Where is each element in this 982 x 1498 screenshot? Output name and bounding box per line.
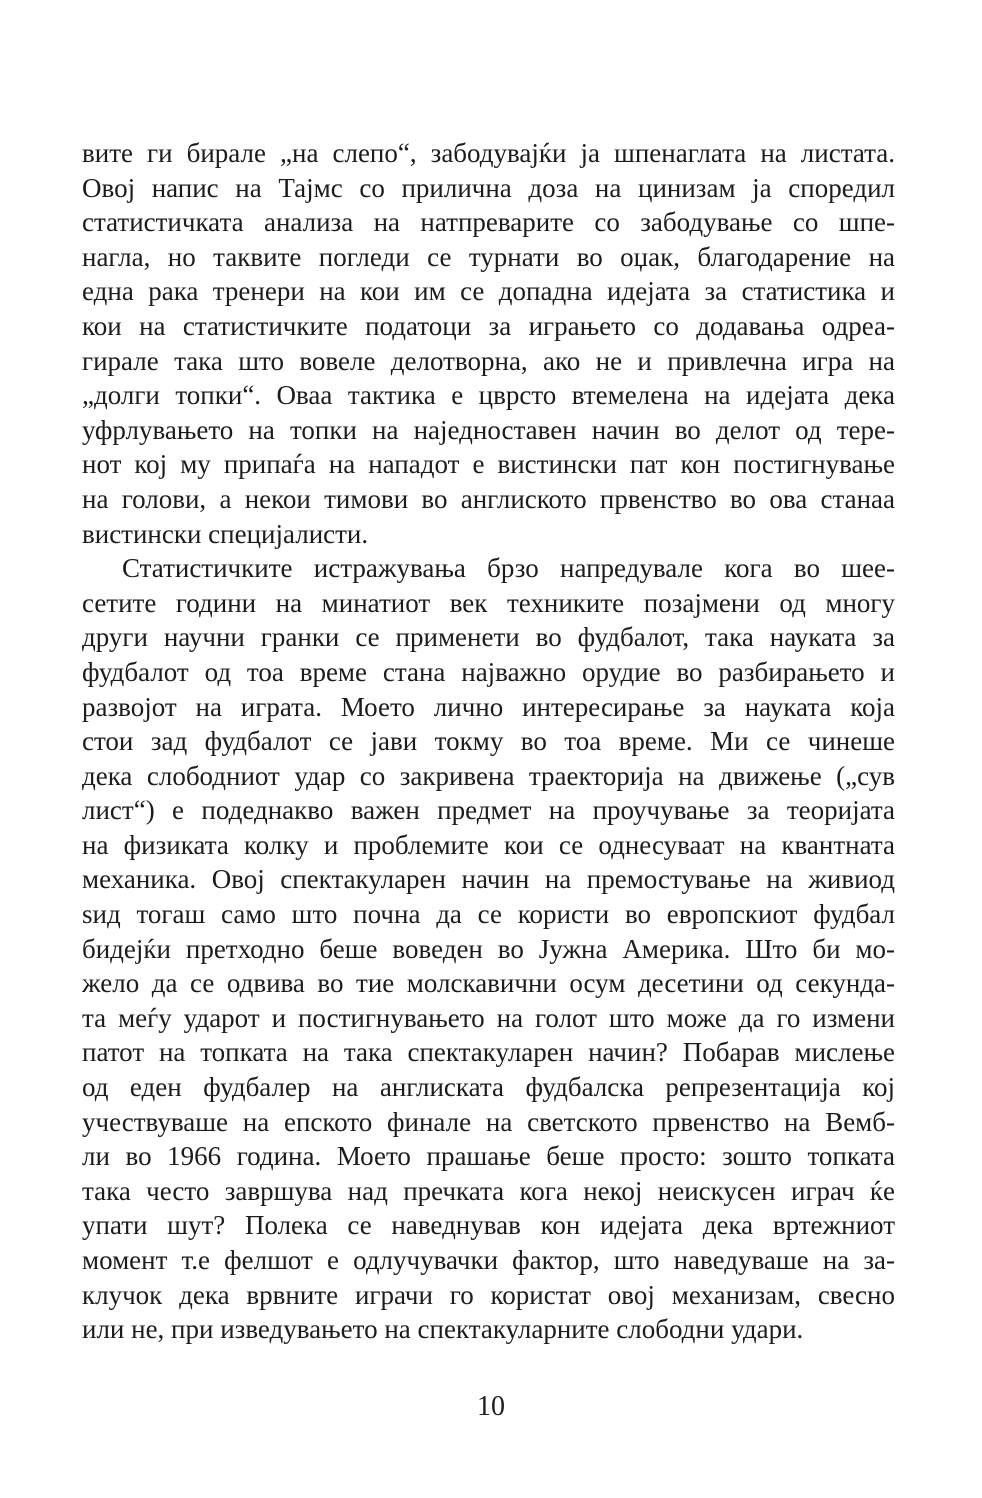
text-line: развојот на играта. Моето лично интересирање за науката која	[82, 691, 895, 722]
text-line: ѕид тогаш само што почна да се користи во европскиот фудбал	[82, 899, 895, 930]
text-line: или не, при изведувањето на спектакуларните слободни удари.	[82, 1314, 804, 1345]
text-line: гирале така што вовеле делотворна, ако не и привлечна игра на	[82, 345, 895, 376]
text-line: вистински специјалисти.	[82, 518, 369, 549]
text-line: сетите години на минатиот век техниките позајмени од многу	[82, 587, 895, 618]
text-line: „долги топки“. Оваа тактика е цврсто втемелена на идејата дека	[82, 380, 895, 411]
paragraph	[82, 136, 895, 551]
text-line: кои на статистичките податоци за играњето со додавања одреа-	[82, 310, 895, 341]
text-line: Овој напис на Тајмс со прилична доза на цинизам ја споредил	[82, 172, 895, 203]
text-line: бидејќи претходно беше воведен во Јужна Америка. Што би мо-	[82, 933, 895, 964]
text-line: клучок дека врвните играчи го користат овој механизам, свесно	[82, 1279, 895, 1310]
text-line: упати шут? Полека се наведнував кон идејата дека вртежниот	[82, 1210, 895, 1241]
text-line: така често завршува над пречката кога некој неискусен играч ќе	[82, 1175, 895, 1206]
text-line: фудбалот од тоа време стана најважно орудие во разбирањето и	[82, 656, 895, 687]
text-line: на голови, а некои тимови во англиското првенство во ова станаа	[82, 483, 895, 514]
text-line: една рака тренери на кои им се допадна идејата за статистика и	[82, 276, 895, 307]
text-line: патот на топката на така спектакуларен начин? Побарав мислење	[82, 1037, 895, 1068]
text-line: та меѓу ударот и постигнувањето на голот што може да го измени	[82, 1002, 895, 1033]
text-line: лист“) е подеднакво важен предмет на проучување за теоријата	[82, 795, 895, 826]
text-line: други научни гранки се применети во фудбалот, така науката за	[82, 622, 895, 653]
text-line: учествуваше на епското финале на светското првенство на Вемб-	[82, 1106, 895, 1137]
paragraph	[82, 551, 895, 1347]
page-number: 10	[477, 1391, 505, 1422]
text-line: статистичката анализа на натпреварите со забодување со шпе-	[82, 207, 895, 238]
text-line: стои зад фудбалот се јави токму во тоа време. Ми се чинеше	[82, 726, 895, 757]
text-line: уфрлувањето на топки на наједноставен начин во делот од тере-	[82, 414, 895, 445]
text-line: нагла, но таквите погледи се турнати во оџак, благодарение на	[82, 241, 895, 272]
text-line: на физиката колку и проблемите кои се однесуваат на квантната	[82, 829, 895, 860]
text-line: вите ги бирале „на слепо“, забодувајќи ја шпенаглата на листата.	[82, 138, 895, 168]
body-text	[82, 136, 895, 1347]
text-line: од еден фудбалер на англиската фудбалска репрезентација кој	[82, 1072, 895, 1103]
text-line: нот кој му припаѓа на нападот е вистински пат кон постигнување	[82, 449, 895, 480]
text-line: ли во 1966 година. Моето прашање беше просто: зошто топката	[82, 1141, 895, 1172]
text-line: момент т.е фелшот е одлучувачки фактор, што наведуваше на за-	[82, 1245, 895, 1275]
text-line: Статистичките истражувања брзо напредувале кога во шее-	[122, 553, 895, 584]
text-line: механика. Овој спектакуларен начин на премостување на живиод	[82, 864, 895, 895]
text-line: жело да се одвива во тие молскавични осум десетини од секунда-	[82, 968, 895, 999]
text-line: дека слободниот удар со закривена траекторија на движење („сув	[82, 760, 895, 791]
